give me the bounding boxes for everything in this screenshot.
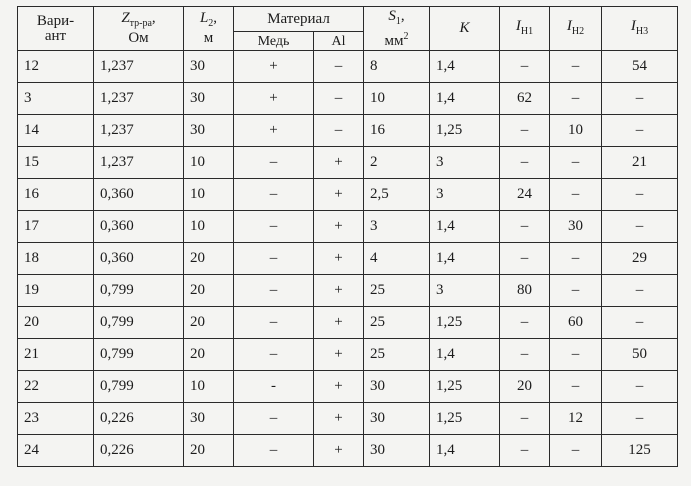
header-aluminium: Al <box>314 32 364 51</box>
cell-i2: – <box>550 339 602 371</box>
variants-table <box>17 6 678 467</box>
cell-s1: 25 <box>364 307 430 339</box>
cell-aluminium: + <box>314 243 364 275</box>
header-k: K <box>430 7 500 51</box>
cell-l2: 20 <box>184 339 234 371</box>
cell-i1: 62 <box>500 83 550 115</box>
cell-copper: – <box>234 147 314 179</box>
cell-i3: – <box>602 403 678 435</box>
cell-aluminium: + <box>314 339 364 371</box>
cell-z: 0,226 <box>94 435 184 467</box>
table-row <box>18 147 678 179</box>
cell-variant: 18 <box>18 243 94 275</box>
header-z: $Z_{тр-ра}$, Ом <box>94 7 184 51</box>
cell-s1: 4 <box>364 243 430 275</box>
cell-aluminium: + <box>314 371 364 403</box>
cell-l2: 30 <box>184 403 234 435</box>
cell-z: 0,360 <box>94 211 184 243</box>
table-row <box>18 83 678 115</box>
cell-copper: – <box>234 435 314 467</box>
cell-s1: 3 <box>364 211 430 243</box>
cell-s1: 8 <box>364 51 430 83</box>
cell-aluminium: + <box>314 435 364 467</box>
table-row <box>18 51 678 83</box>
cell-i2: 30 <box>550 211 602 243</box>
cell-variant: 17 <box>18 211 94 243</box>
cell-copper: – <box>234 275 314 307</box>
cell-variant: 21 <box>18 339 94 371</box>
cell-z: 0,799 <box>94 275 184 307</box>
cell-z: 1,237 <box>94 83 184 115</box>
cell-s1: 25 <box>364 339 430 371</box>
cell-aluminium: – <box>314 83 364 115</box>
cell-l2: 20 <box>184 307 234 339</box>
cell-i1: – <box>500 115 550 147</box>
cell-s1: 2 <box>364 147 430 179</box>
cell-z: 1,237 <box>94 115 184 147</box>
header-i3: $I_{Н3}$ <box>602 7 678 51</box>
cell-aluminium: + <box>314 211 364 243</box>
cell-copper: + <box>234 115 314 147</box>
cell-variant: 20 <box>18 307 94 339</box>
cell-l2: 30 <box>184 51 234 83</box>
cell-z: 0,799 <box>94 371 184 403</box>
cell-k: 1,4 <box>430 339 500 371</box>
cell-l2: 30 <box>184 115 234 147</box>
cell-aluminium: + <box>314 147 364 179</box>
cell-aluminium: + <box>314 307 364 339</box>
cell-k: 1,4 <box>430 211 500 243</box>
cell-i2: 10 <box>550 115 602 147</box>
cell-l2: 20 <box>184 275 234 307</box>
table-row <box>18 243 678 275</box>
header-copper: Медь <box>234 32 314 51</box>
cell-s1: 30 <box>364 371 430 403</box>
cell-variant: 12 <box>18 51 94 83</box>
table-row <box>18 307 678 339</box>
table-row <box>18 371 678 403</box>
cell-i3: 125 <box>602 435 678 467</box>
cell-l2: 30 <box>184 83 234 115</box>
cell-i3: – <box>602 211 678 243</box>
header-i2: $I_{Н2}$ <box>550 7 602 51</box>
cell-k: 3 <box>430 147 500 179</box>
table-row <box>18 211 678 243</box>
cell-copper: - <box>234 371 314 403</box>
cell-variant: 14 <box>18 115 94 147</box>
cell-l2: 10 <box>184 147 234 179</box>
cell-i2: – <box>550 147 602 179</box>
cell-i1: – <box>500 51 550 83</box>
cell-k: 1,25 <box>430 403 500 435</box>
cell-i1: 24 <box>500 179 550 211</box>
cell-z: 0,360 <box>94 179 184 211</box>
cell-variant: 3 <box>18 83 94 115</box>
cell-i2: – <box>550 275 602 307</box>
cell-aluminium: – <box>314 115 364 147</box>
cell-i3: – <box>602 275 678 307</box>
cell-i2: – <box>550 83 602 115</box>
cell-i3: – <box>602 371 678 403</box>
cell-i1: – <box>500 403 550 435</box>
table-header <box>18 7 678 51</box>
cell-i1: – <box>500 243 550 275</box>
cell-copper: – <box>234 307 314 339</box>
cell-z: 0,360 <box>94 243 184 275</box>
cell-z: 1,237 <box>94 147 184 179</box>
cell-variant: 24 <box>18 435 94 467</box>
cell-i1: – <box>500 339 550 371</box>
header-s1: $S_1$, $мм^2$ <box>364 7 430 51</box>
table-row <box>18 403 678 435</box>
cell-i1: 80 <box>500 275 550 307</box>
cell-k: 1,4 <box>430 51 500 83</box>
cell-copper: – <box>234 179 314 211</box>
cell-z: 0,799 <box>94 307 184 339</box>
cell-i1: 20 <box>500 371 550 403</box>
cell-i3: – <box>602 307 678 339</box>
cell-i1: – <box>500 147 550 179</box>
table-row <box>18 339 678 371</box>
cell-z: 0,799 <box>94 339 184 371</box>
header-material: Материал <box>234 7 364 32</box>
cell-aluminium: + <box>314 179 364 211</box>
table-row <box>18 435 678 467</box>
cell-variant: 15 <box>18 147 94 179</box>
cell-l2: 10 <box>184 211 234 243</box>
cell-variant: 16 <box>18 179 94 211</box>
cell-variant: 23 <box>18 403 94 435</box>
cell-s1: 30 <box>364 435 430 467</box>
cell-k: 1,4 <box>430 243 500 275</box>
cell-copper: – <box>234 243 314 275</box>
cell-s1: 25 <box>364 275 430 307</box>
cell-l2: 10 <box>184 371 234 403</box>
cell-s1: 2,5 <box>364 179 430 211</box>
cell-i2: 12 <box>550 403 602 435</box>
cell-k: 1,25 <box>430 307 500 339</box>
cell-i2: – <box>550 435 602 467</box>
cell-s1: 16 <box>364 115 430 147</box>
cell-i2: 60 <box>550 307 602 339</box>
cell-copper: – <box>234 403 314 435</box>
cell-i2: – <box>550 243 602 275</box>
cell-i2: – <box>550 51 602 83</box>
cell-k: 3 <box>430 275 500 307</box>
cell-copper: + <box>234 83 314 115</box>
cell-k: 1,25 <box>430 371 500 403</box>
cell-i3: 54 <box>602 51 678 83</box>
cell-i3: 21 <box>602 147 678 179</box>
cell-l2: 20 <box>184 243 234 275</box>
cell-l2: 20 <box>184 435 234 467</box>
cell-i3: 29 <box>602 243 678 275</box>
table-body <box>18 51 678 467</box>
cell-variant: 19 <box>18 275 94 307</box>
cell-i1: – <box>500 435 550 467</box>
cell-z: 1,237 <box>94 51 184 83</box>
cell-copper: – <box>234 339 314 371</box>
cell-aluminium: – <box>314 51 364 83</box>
cell-k: 1,4 <box>430 435 500 467</box>
header-variant: Вари- ант <box>18 7 94 51</box>
table-row <box>18 179 678 211</box>
cell-s1: 30 <box>364 403 430 435</box>
cell-s1: 10 <box>364 83 430 115</box>
cell-i2: – <box>550 371 602 403</box>
cell-variant: 22 <box>18 371 94 403</box>
cell-i3: – <box>602 179 678 211</box>
cell-i1: – <box>500 211 550 243</box>
cell-i3: – <box>602 115 678 147</box>
cell-copper: + <box>234 51 314 83</box>
cell-copper: – <box>234 211 314 243</box>
cell-aluminium: + <box>314 403 364 435</box>
cell-i3: – <box>602 83 678 115</box>
cell-k: 1,25 <box>430 115 500 147</box>
cell-z: 0,226 <box>94 403 184 435</box>
cell-i3: 50 <box>602 339 678 371</box>
cell-k: 1,4 <box>430 83 500 115</box>
cell-i2: – <box>550 179 602 211</box>
table-row <box>18 115 678 147</box>
header-i1: $I_{Н1}$ <box>500 7 550 51</box>
cell-i1: – <box>500 307 550 339</box>
table-row <box>18 275 678 307</box>
cell-l2: 10 <box>184 179 234 211</box>
cell-aluminium: + <box>314 275 364 307</box>
cell-k: 3 <box>430 179 500 211</box>
header-l2: $L_2$, м <box>184 7 234 51</box>
